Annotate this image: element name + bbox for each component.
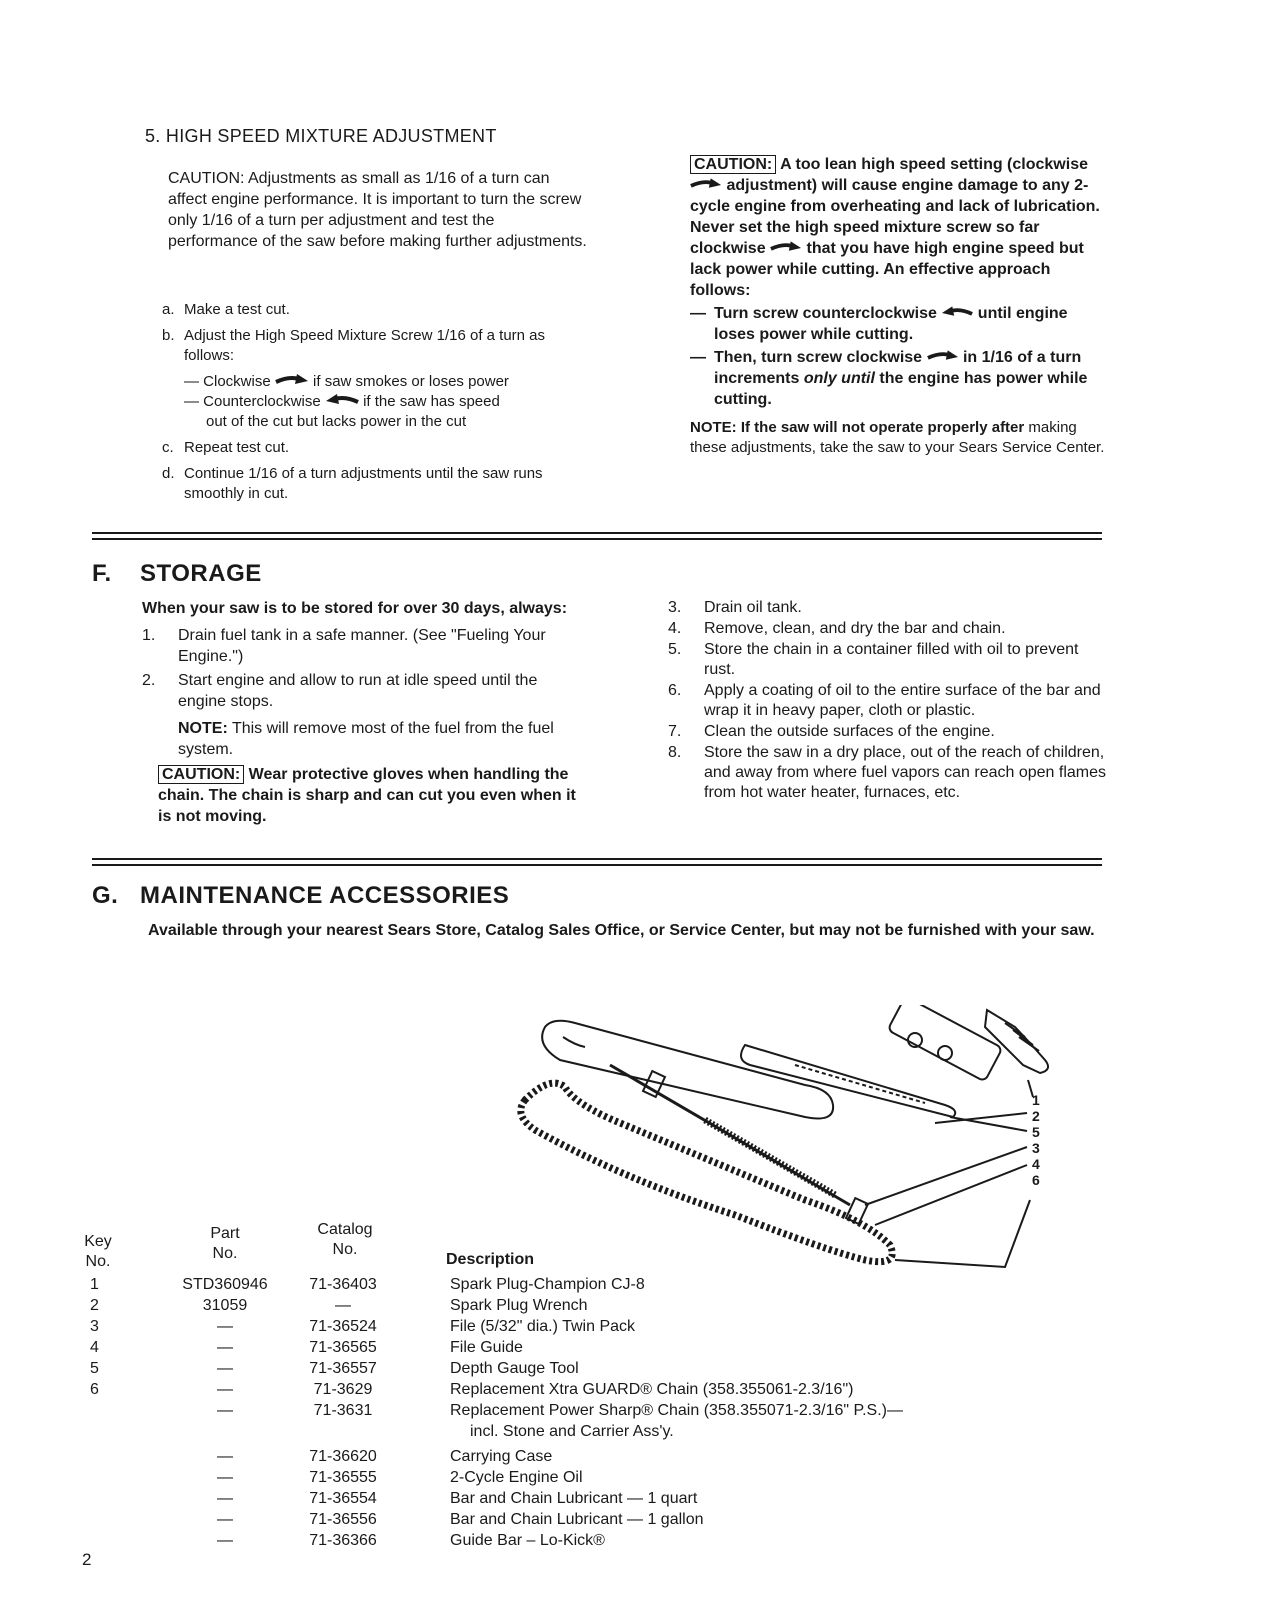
service-note: NOTE: If the saw will not operate properly after making these adjustments, take the saw to your Sears Service Center.: [690, 419, 1105, 456]
page-number: 2: [82, 1550, 92, 1569]
col-catalog: Catalog No.: [317, 1221, 373, 1258]
storage-item-7: 7. Clean the outside surfaces of the engine.: [668, 723, 995, 740]
section-5-title: 5. HIGH SPEED MIXTURE ADJUSTMENT: [145, 126, 497, 146]
storage-right-column: [668, 598, 1108, 804]
storage-item-8: 8. Store the saw in a dry place, out of the reach of children, and away from where fuel vapors can reach open flames from hot water heater, furnaces, etc.: [668, 744, 1106, 801]
clockwise-arrow-icon: [927, 350, 959, 362]
callout-5: 5: [1032, 1124, 1040, 1140]
storage-note: NOTE: This will remove most of the fuel from the fuel system.: [178, 720, 554, 758]
caution-part-1: A too lean high speed setting (clockwise: [780, 156, 1088, 173]
callout-1: 1: [1032, 1092, 1040, 1108]
col-part: Part No.: [210, 1225, 240, 1262]
callout-6: 6: [1032, 1172, 1040, 1188]
step-a: Make a test cut.: [184, 301, 290, 318]
clockwise-arrow-icon: [275, 374, 309, 386]
step-b-options: [184, 372, 592, 432]
step-d: Continue 1/16 of a turn adjustments until the saw runs smoothly in cut.: [184, 465, 543, 502]
step-c-key: c.: [162, 439, 174, 456]
chain-icon: [521, 1083, 892, 1262]
clockwise-text: if saw smokes or loses power: [313, 373, 509, 390]
storage-item-3: 3. Drain oil tank.: [668, 599, 802, 616]
col-description: Description: [446, 1251, 535, 1268]
step-b-key: b.: [162, 327, 175, 344]
clockwise-label: — Clockwise: [184, 373, 271, 390]
storage-heading: F. STORAGE: [92, 560, 262, 587]
storage-left-column: [142, 598, 587, 827]
approach-step-2: — Then, turn screw clockwise in 1/16 of a turn increments only until the engine has power while cutting.: [690, 349, 1088, 408]
storage-item-5: 5. Store the chain in a container filled with oil to prevent rust.: [668, 641, 1079, 678]
step-d-key: d.: [162, 465, 175, 482]
col-key: Key No.: [84, 1233, 112, 1270]
caution-label-box: CAUTION:: [690, 155, 776, 174]
section-5-steps: [162, 300, 592, 510]
file-guide-icon: [741, 1045, 955, 1117]
storage-item-4: 4. Remove, clean, and dry the bar and chain.: [668, 620, 1006, 637]
storage-lead: When your saw is to be stored for over 30 days, always:: [142, 600, 568, 617]
approach-step-1: — Turn screw counterclockwise until engine loses power while cutting.: [690, 305, 1068, 343]
counterclockwise-arrow-icon: [325, 394, 359, 406]
callout-2: 2: [1032, 1108, 1040, 1124]
caution-part-3: that you have high engine speed but lack power while cutting. An effective approach follows:: [690, 240, 1084, 299]
storage-item-2: 2. Start engine and allow to run at idle speed until the engine stops.: [142, 672, 538, 710]
step-b: Adjust the High Speed Mixture Screw 1/16 of a turn as follows:: [184, 327, 546, 364]
callout-3: 3: [1032, 1140, 1040, 1156]
section-divider: [92, 532, 1102, 540]
step-c: Repeat test cut.: [184, 439, 290, 456]
section-divider: [92, 858, 1102, 866]
counterclockwise-text-cont: out of the cut but lacks power in the cut: [206, 413, 467, 430]
high-speed-caution: [690, 154, 1105, 458]
callout-4: 4: [1032, 1156, 1040, 1172]
storage-item-6: 6. Apply a coating of oil to the entire surface of the bar and wrap it in heavy paper, cloth or plastic.: [668, 682, 1101, 719]
counterclockwise-label: — Counterclockwise: [184, 393, 321, 410]
caution-part-2: adjustment) will cause engine damage to any 2-cycle engine from overheating and lack of lubrication. Never set the high speed mixture screw so far clockwise: [690, 177, 1100, 257]
counterclockwise-arrow-icon: [941, 306, 973, 318]
maintenance-heading: G. MAINTENANCE ACCESSORIES: [92, 882, 510, 909]
section-5-caution: CAUTION: Adjustments as small as 1/16 of a turn can affect engine performance. It is important to turn the screw only 1/16 of a turn per adjustment and test the performance of the saw before making further adjustments.: [168, 170, 587, 250]
clockwise-arrow-icon: [690, 178, 722, 190]
clockwise-arrow-icon: [770, 241, 802, 253]
accessories-illustration: [505, 1005, 1105, 1275]
storage-item-1: 1. Drain fuel tank in a safe manner. (See "Fueling Your Engine."): [142, 627, 546, 665]
availability-note: Available through your nearest Sears Store, Catalog Sales Office, or Service Center, but may not be furnished with your saw.: [148, 922, 1095, 939]
storage-caution: CAUTION: Wear protective gloves when handling the chain. The chain is sharp and can cut you even when it is not moving.: [158, 766, 576, 825]
counterclockwise-text: if the saw has speed: [363, 393, 500, 410]
step-a-key: a.: [162, 301, 175, 318]
